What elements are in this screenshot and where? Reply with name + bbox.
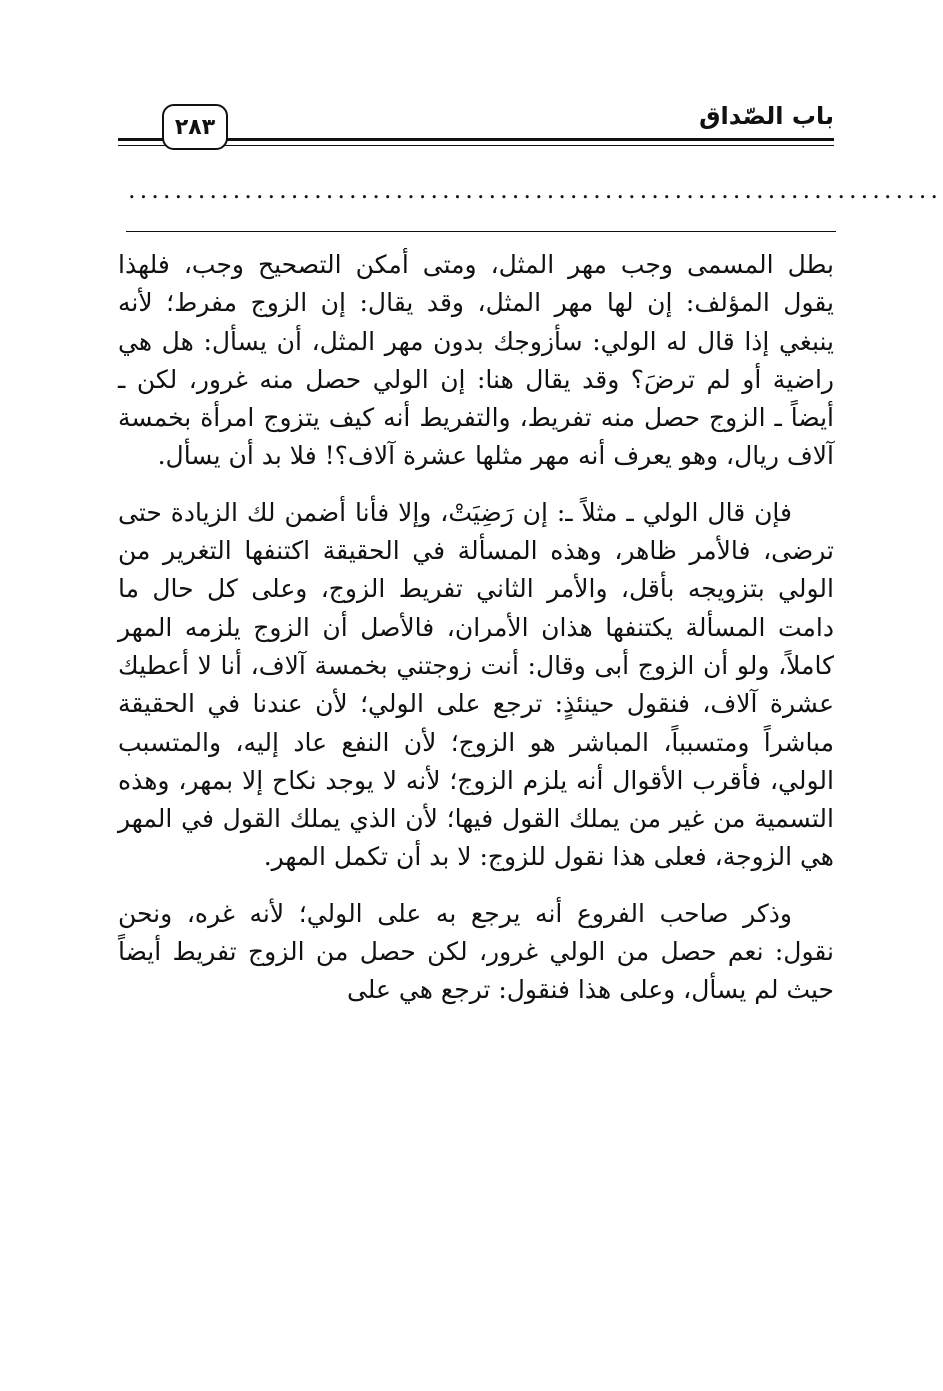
paragraph-2: فإن قال الولي ـ مثلاً ـ: إن رَضِيَتْ، وإلا فأنا أضمن لك الزيادة حتى ترضى، فالأمر ظاهر، وهذه المسألة في الحقيقة اكتنفها التغرير من الولي بتزويجه بأقل، والأمر الثاني تفريط الزوج، وعلى كل حال ما دامت المسألة يكتنفها هذان الأمران، فالأصل أن الزوج يلزمه المهر كاملاً، ولو أن الزوج أبى وقال: أنت زوجتني بخمسة آلاف، أنا لا أعطيك عشرة آلاف، فنقول حينئذٍ: ترجع على الولي؛ لأن عندنا في الحقيقة مباشراً ومتسبباً، المباشر هو الزوج؛ لأن النفع عاد إليه، والمتسبب الولي، فأقرب الأقوال أنه يلزم الزوج؛ لأنه لا يوجد نكاح إلا بمهر، وهذه التسمية من غير من يملك القول فيها؛ لأن الذي يملك القول في المهر هي الزوجة، فعلى هذا نقول للزوج: لا بد أن تكمل المهر. [118, 497, 834, 872]
body-text [118, 246, 834, 1028]
paragraph-3: وذكر صاحب الفروع أنه يرجع به على الولي؛ لأنه غره، ونحن نقول: نعم حصل من الولي غرور، لكن حصل من الزوج تفريط أيضاً حيث لم يسأل، وعلى هذا فنقول: ترجع هي على [118, 898, 834, 1005]
paragraph-1: بطل المسمى وجب مهر المثل، ومتى أمكن التصحيح وجب، فلهذا يقول المؤلف: إن لها مهر المثل، وقد يقال: إن الزوج مفرط؛ لأنه ينبغي إذا قال له الولي: سأزوجك بدون مهر المثل، أن يسأل: هل هي راضية أو لم ترضَ؟ وقد يقال هنا: إن الولي حصل منه غرور، لكن ـ أيضاً ـ الزوج حصل منه تفريط، والتفريط أنه كيف يتزوج امرأة بخمسة آلاف ريال، وهو يعرف أنه مهر مثلها عشرة آلاف؟! فلا بد أن يسأل. [118, 250, 834, 471]
page-header [118, 98, 834, 150]
chapter-title: باب الصّداق [699, 102, 834, 130]
footnote-rule [126, 231, 836, 232]
page-number: ٢٨٣ [162, 104, 228, 150]
footnote-dots: ...................................................................... [128, 176, 943, 204]
